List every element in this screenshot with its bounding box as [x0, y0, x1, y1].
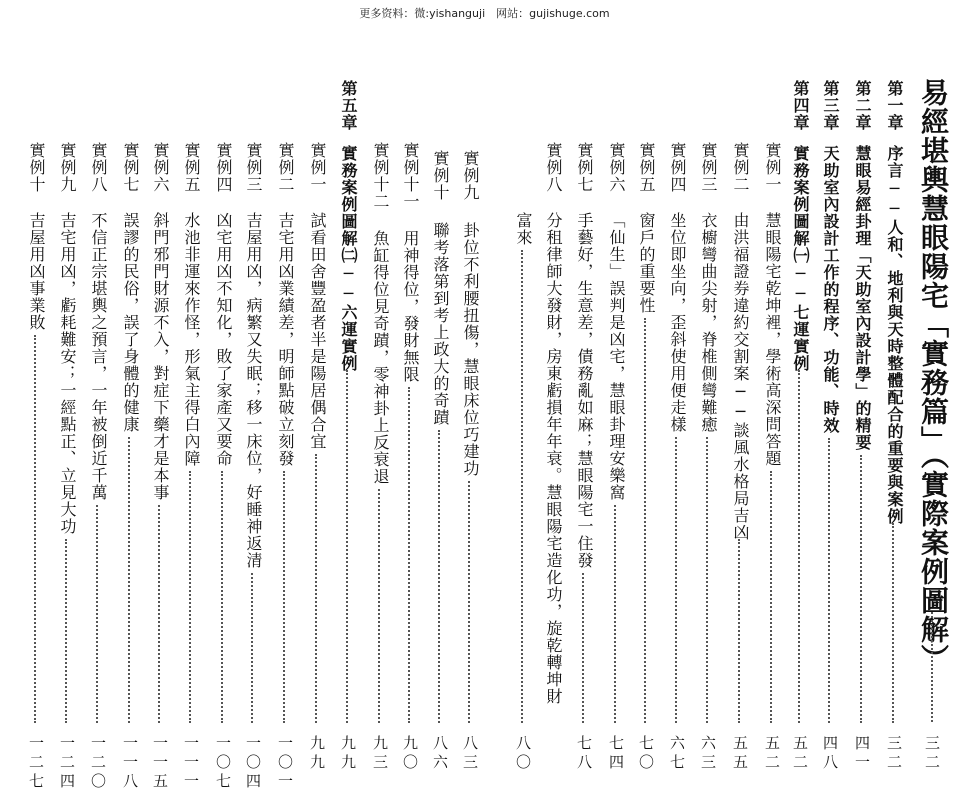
chapter-title: 實務案例圖解㈡──六運實例 — [339, 145, 358, 372]
leader-dots — [128, 437, 130, 723]
example-label: 實例一 — [763, 142, 782, 193]
example-title: 吉屋用凶事業敗 — [27, 212, 46, 331]
page-number: 六三 — [699, 735, 717, 773]
page-number: 四八 — [821, 735, 839, 773]
example-title: 不信正宗堪輿之預言，一年被倒近千萬 — [89, 212, 108, 501]
example-label: 實例三 — [699, 142, 718, 193]
example-label: 實例十 — [27, 142, 46, 193]
example-label: 實例一 — [308, 142, 327, 193]
book-title: 易經堪輿慧眼陽宅「實務篇」（實際案例圖解） — [917, 78, 950, 673]
leader-dots — [521, 250, 523, 723]
example-label: 實例九 — [461, 150, 480, 201]
page-number: 八三 — [461, 735, 479, 773]
example-label: 實例六 — [151, 142, 170, 193]
leader-dots — [770, 471, 772, 723]
example-title: 富來 — [514, 212, 533, 246]
leader-dots — [315, 454, 317, 723]
example-title: 水池非運來作怪，形氣主得白內障 — [182, 212, 201, 467]
example-label: 實例三 — [244, 142, 263, 193]
leader-dots — [438, 430, 440, 723]
example-title: 誤謬的民俗，誤了身體的健康 — [121, 212, 140, 433]
leader-dots — [644, 318, 646, 723]
leader-dots — [614, 505, 616, 723]
page-number: 八〇 — [514, 735, 532, 773]
page-number: 一一五 — [151, 735, 169, 792]
leader-dots — [468, 481, 470, 723]
page-number: 九三 — [371, 735, 389, 773]
example-label: 實例六 — [607, 142, 626, 193]
page-number: 七四 — [607, 735, 625, 773]
source-banner: 更多资料：微:yishanguji 网站：gujishuge.com — [359, 7, 610, 20]
leader-dots — [158, 505, 160, 723]
leader-dots — [65, 539, 67, 723]
page-number: 一〇四 — [244, 735, 262, 792]
example-label: 實例八 — [89, 142, 108, 193]
example-label: 實例四 — [214, 142, 233, 193]
page-number: 四一 — [853, 735, 871, 773]
example-title: 窗戶的重要性 — [637, 212, 656, 314]
page-number: 七〇 — [637, 735, 655, 773]
chapter-label: 第四章 — [791, 80, 810, 131]
page-number: 一一八 — [121, 735, 139, 792]
chapter-label: 第二章 — [853, 80, 872, 131]
leader-dots — [675, 437, 677, 723]
chapter-label: 第一章 — [885, 80, 904, 131]
title-leader-dots — [931, 612, 933, 722]
example-title: 手藝好，生意差，債務亂如麻；慧眼陽宅一住發 — [575, 212, 594, 569]
page-number: 五五 — [731, 735, 749, 773]
leader-dots — [408, 387, 410, 723]
example-label: 實例八 — [544, 142, 563, 193]
leader-dots — [860, 455, 862, 723]
page-number: 一二七 — [27, 735, 45, 792]
example-title: 吉屋用凶，病繁又失眠；移一床位，好睡神返清 — [244, 212, 263, 569]
chapter-title: 實務案例圖解㈠──七運實例 — [791, 145, 810, 372]
leader-dots — [828, 438, 830, 723]
example-label: 實例七 — [575, 142, 594, 193]
example-label: 實例五 — [182, 142, 201, 193]
leader-dots — [283, 471, 285, 723]
leader-dots — [221, 471, 223, 723]
example-label: 實例五 — [637, 142, 656, 193]
page-number: 一二四 — [58, 735, 76, 792]
example-label: 實例十二 — [371, 142, 390, 210]
example-title: 衣櫥彎曲尖射，脊椎側彎難癒 — [699, 212, 718, 433]
example-title: 試看田舍豐盈者半是陽居偶合宜 — [308, 212, 327, 450]
title-page-number: 三二 — [923, 735, 941, 773]
example-label: 實例七 — [121, 142, 140, 193]
chapter-label: 第三章 — [821, 80, 840, 131]
example-title: 吉宅用凶，虧耗難安；一經點正、立見大功 — [58, 212, 77, 535]
leader-dots — [738, 539, 740, 723]
leader-dots — [346, 370, 348, 723]
example-label: 實例九 — [58, 142, 77, 193]
leader-dots — [189, 471, 191, 723]
example-title: 由洪福證券違約交割案──談風水格局吉凶 — [731, 212, 750, 541]
leader-dots — [582, 573, 584, 723]
chapter-label: 第五章 — [339, 80, 358, 131]
example-title: 魚缸得位見奇蹟，零神卦上反衰退 — [371, 230, 390, 485]
example-title: 聯考落第到考上政大的奇蹟 — [431, 222, 450, 426]
page-number: 一一一 — [182, 735, 200, 792]
example-label: 實例二 — [276, 142, 295, 193]
page-number: 六七 — [668, 735, 686, 773]
example-label: 實例十一 — [401, 142, 420, 210]
leader-dots — [96, 505, 98, 723]
page-number: 九〇 — [401, 735, 419, 773]
leader-dots — [706, 437, 708, 723]
example-title: 卦位不利腰扭傷，慧眼床位巧建功 — [461, 222, 480, 477]
example-title: 坐位即坐向，歪斜使用便走樣 — [668, 212, 687, 433]
example-title: 分租律師大發財，房東虧損年年衰。慧眼陽宅造化功，旋乾轉坤財 — [544, 212, 563, 705]
leader-dots — [798, 370, 800, 723]
example-label: 實例十 — [431, 150, 450, 201]
example-title: 凶宅用凶不知化，敗了家產又要命 — [214, 212, 233, 467]
page-number: 三二 — [885, 735, 903, 773]
page-number: 五二 — [791, 735, 809, 773]
example-title: 慧眼陽宅乾坤裡，學術高深問答題 — [763, 212, 782, 467]
example-title: 吉宅用凶業績差，明師點破立刻發 — [276, 212, 295, 467]
example-label: 實例二 — [731, 142, 750, 193]
page-number: 九九 — [308, 735, 326, 773]
chapter-title: 序言──人和、地利與天時整體配合的重要與案例 — [885, 145, 904, 525]
page-number: 七八 — [575, 735, 593, 773]
leader-dots — [251, 573, 253, 723]
leader-dots — [892, 523, 894, 723]
page-number: 八六 — [431, 735, 449, 773]
leader-dots — [34, 335, 36, 723]
leader-dots — [378, 489, 380, 723]
page-number: 一〇七 — [214, 735, 232, 792]
example-title: 用神得位，發財無限 — [401, 230, 420, 383]
page-number: 一二〇 — [89, 735, 107, 792]
page-number: 一〇一 — [276, 735, 294, 792]
example-title: 「仙生」誤判是凶宅，慧眼卦理安樂窩 — [607, 212, 626, 501]
example-title: 斜門邪門財源不入，對症下藥才是本事 — [151, 212, 170, 501]
chapter-title: 慧眼易經卦理「天助室內設計學」的精要 — [853, 145, 872, 451]
example-label: 實例四 — [668, 142, 687, 193]
page-number: 九九 — [339, 735, 357, 773]
chapter-title: 天助室內設計工作的程序、功能、時效 — [821, 145, 840, 434]
page-number: 五二 — [763, 735, 781, 773]
